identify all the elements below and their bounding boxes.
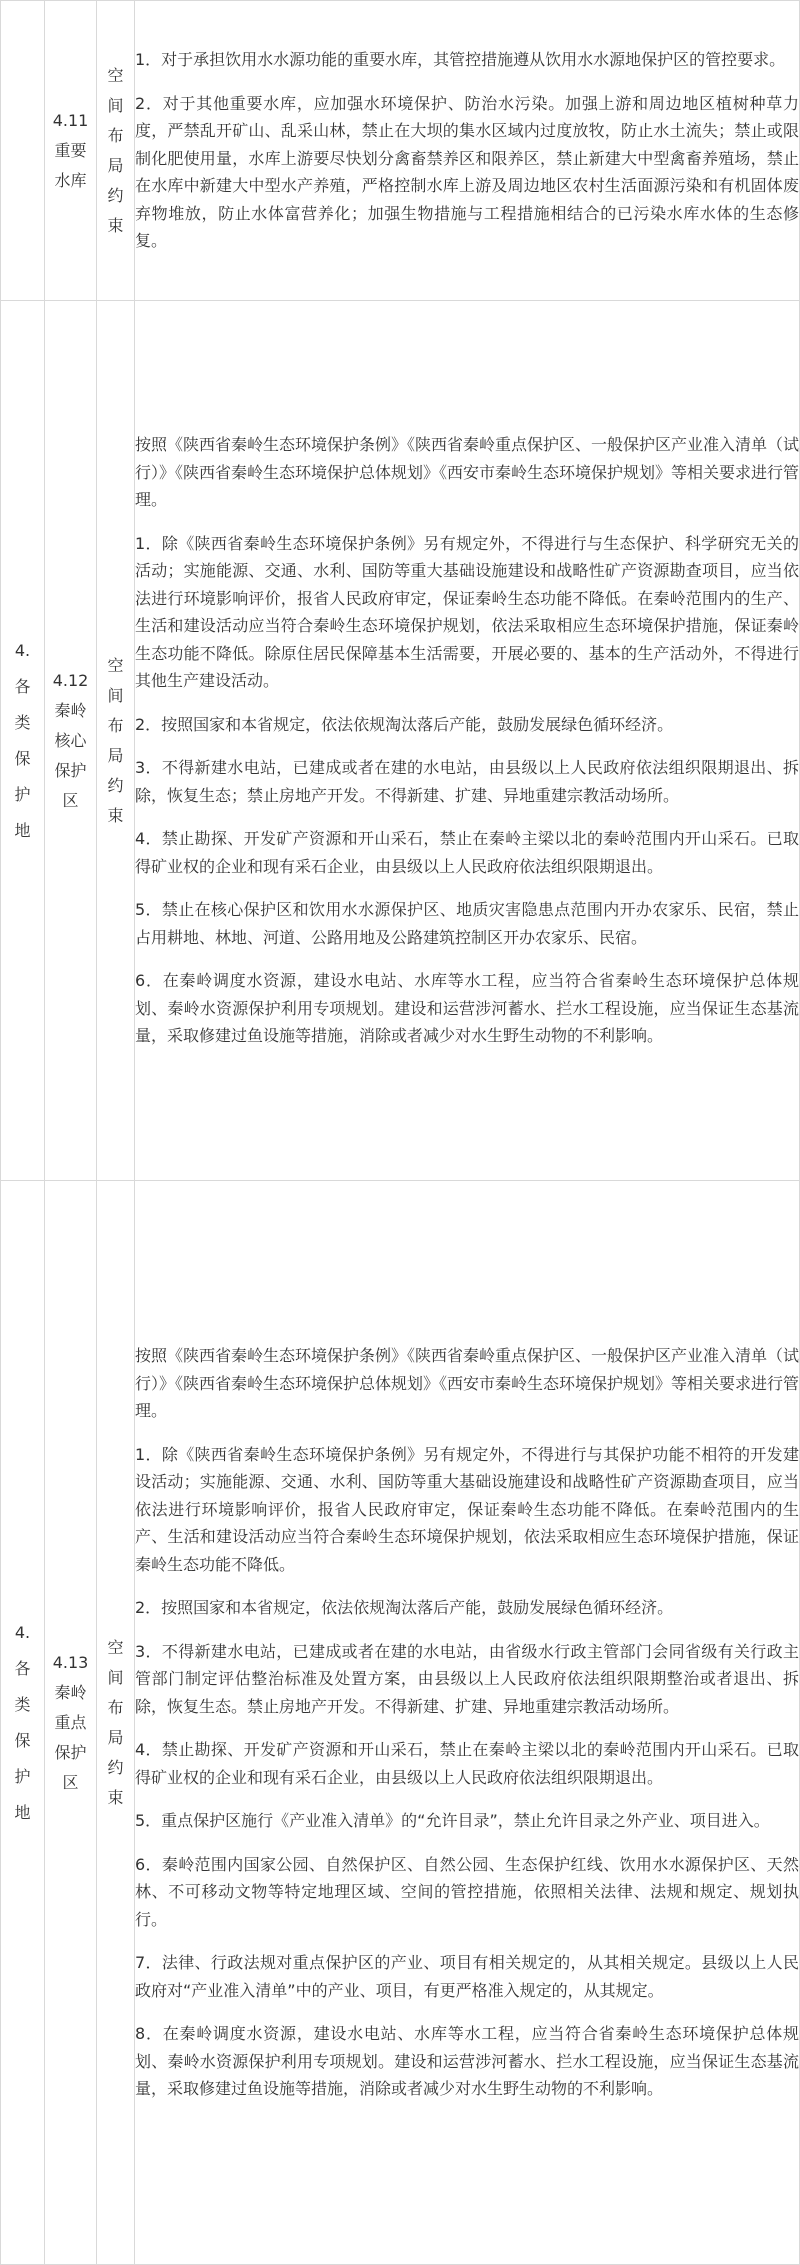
requirement-paragraph: 5．禁止在核心保护区和饮用水水源保护区、地质灾害隐患点范围内开办农家乐、民宿，禁止占用耕地、林地、河道、公路用地及公路建筑控制区开办农家乐、民宿。 [135,900,799,947]
requirements-cell [135,301,800,1181]
category-cell [1,1181,45,2265]
requirement-paragraph: 8．在秦岭调度水资源，建设水电站、水库等水工程，应当符合省秦岭生态环境保护总体规划、秦岭水资源保护利用专项规划。建设和运营涉河蓄水、拦水工程设施，应当保证生态基流量，采取修建过鱼设施等措施，消除或者减少对水生野生动物的不利影响。 [135,2024,799,2099]
requirement-paragraph: 1．除《陕西省秦岭生态环境保护条例》另有规定外，不得进行与其保护功能不相符的开发建设活动；实施能源、交通、水利、国防等重大基础设施建设和战略性矿产资源勘查项目，应当依法进行环境影响评价，报省人民政府审定，保证秦岭生态功能不降低。在秦岭范围内的生产、生活和建设活动应当符合秦岭生态环境保护规划，依法采取相应生态环境保护措施，保证秦岭生态功能不降低。 [135,1444,799,1574]
table-row [1,301,800,1181]
requirements-cell [135,1,800,301]
requirement-paragraph: 6．在秦岭调度水资源，建设水电站、水库等水工程，应当符合省秦岭生态环境保护总体规划、秦岭水资源保护利用专项规划。建设和运营涉河蓄水、拦水工程设施，应当保证生态基流量，采取修建过鱼设施等措施，消除或者减少对水生野生动物的不利影响。 [135,971,799,1046]
constraint-type-cell [97,301,135,1181]
zone-name-label: 4.11重要水库 [52,110,89,190]
requirement-paragraph: 1．对于承担饮用水水源功能的重要水库，其管控措施遵从饮用水水源地保护区的管控要求。 [135,50,786,70]
zone-name-cell [45,1181,97,2265]
constraint-type-label: 空间布局约束 [107,65,124,235]
requirement-paragraph: 3．不得新建水电站，已建成或者在建的水电站，由省级水行政主管部门会同省级有关行政主管部门制定评估整治标准及处置方案，由县级以上人民政府依法组织限期整治或者退出、拆除，恢复生态。禁止房地产开发。不得新建、扩建、异地重建宗教活动场所。 [135,1641,799,1716]
requirement-paragraph: 2．按照国家和本省规定，依法依规淘汰落后产能，鼓励发展绿色循环经济。 [135,1598,674,1618]
constraint-type-label: 空间布局约束 [107,655,124,825]
zone-name-label: 4.12秦岭核心保护区 [52,670,89,810]
category-label: 4.各类保护地 [14,640,31,840]
requirement-paragraph: 6．秦岭范围内国家公园、自然保护区、自然公园、生态保护红线、饮用水水源保护区、天然林、不可移动文物等特定地理区域、空间的管控措施，依照相关法律、法规和规定、规划执行。 [135,1854,799,1929]
requirement-paragraph: 2．对于其他重要水库，应加强水环境保护、防治水污染。加强上游和周边地区植树种草力度，严禁乱开矿山、乱采山林，禁止在大坝的集水区域内过度放牧，防止水土流失；禁止或限制化肥使用量，水库上游要尽快划分禽畜禁养区和限养区，禁止新建大中型禽畜养殖场，禁止在水库中新建大中型水产养殖，严格控制水库上游及周边地区农村生活面源污染和有机固体废弃物堆放，防止水体富营养化；加强生物措施与工程措施相结合的已污染水库水体的生态修复。 [135,93,799,251]
constraint-type-cell [97,1,135,301]
zone-name-cell [45,301,97,1181]
requirements-cell [135,1181,800,2265]
constraint-type-cell [97,1181,135,2265]
requirement-paragraph: 1．除《陕西省秦岭生态环境保护条例》另有规定外，不得进行与生态保护、科学研究无关的活动；实施能源、交通、水利、国防等重大基础设施建设和战略性矿产资源勘查项目，应当依法进行环境影响评价，报省人民政府审定，保证秦岭生态功能不降低。在秦岭范围内的生产、生活和建设活动应当符合秦岭生态环境保护规划，依法采取相应生态环境保护措施，保证秦岭生态功能不降低。除原住居民保障基本生活需要，开展必要的、基本的生产活动外，不得进行其他生产建设活动。 [135,533,799,691]
category-cell [1,301,45,1181]
requirement-paragraph: 5．重点保护区施行《产业准入清单》的“允许目录”，禁止允许目录之外产业、项目进入。 [135,1811,770,1831]
requirement-paragraph: 4．禁止勘探、开发矿产资源和开山采石，禁止在秦岭主梁以北的秦岭范围内开山采石。已取得矿业权的企业和现有采石企业，由县级以上人民政府依法组织限期退出。 [135,829,799,876]
requirement-paragraph: 4．禁止勘探、开发矿产资源和开山采石，禁止在秦岭主梁以北的秦岭范围内开山采石。已取得矿业权的企业和现有采石企业，由县级以上人民政府依法组织限期退出。 [135,1740,799,1787]
category-label: 4.各类保护地 [14,1622,31,1822]
zone-name-label: 4.13秦岭重点保护区 [52,1652,89,1792]
table-row [1,1,800,301]
requirement-paragraph: 3．不得新建水电站，已建成或者在建的水电站，由县级以上人民政府依法组织限期退出、拆除，恢复生态；禁止房地产开发。不得新建、扩建、异地重建宗教活动场所。 [135,758,799,805]
table-body [1,1,800,2265]
table-row [1,1181,800,2265]
constraint-type-label: 空间布局约束 [107,1637,124,1807]
requirement-paragraph: 7．法律、行政法规对重点保护区的产业、项目有相关规定的，从其相关规定。县级以上人民政府对“产业准入清单”中的产业、项目，有更严格准入规定的，从其规定。 [135,1953,799,2000]
requirement-paragraph: 按照《陕西省秦岭生态环境保护条例》《陕西省秦岭重点保护区、一般保护区产业准入清单（试行）》《陕西省秦岭生态环境保护总体规划》《西安市秦岭生态环境保护规划》等相关要求进行管理。 [135,435,800,510]
requirement-paragraph: 按照《陕西省秦岭生态环境保护条例》《陕西省秦岭重点保护区、一般保护区产业准入清单（试行）》《陕西省秦岭生态环境保护总体规划》《西安市秦岭生态环境保护规划》等相关要求进行管理。 [135,1346,800,1421]
category-cell [1,1,45,301]
requirement-paragraph: 2．按照国家和本省规定，依法依规淘汰落后产能，鼓励发展绿色循环经济。 [135,714,674,734]
zone-name-cell [45,1,97,301]
